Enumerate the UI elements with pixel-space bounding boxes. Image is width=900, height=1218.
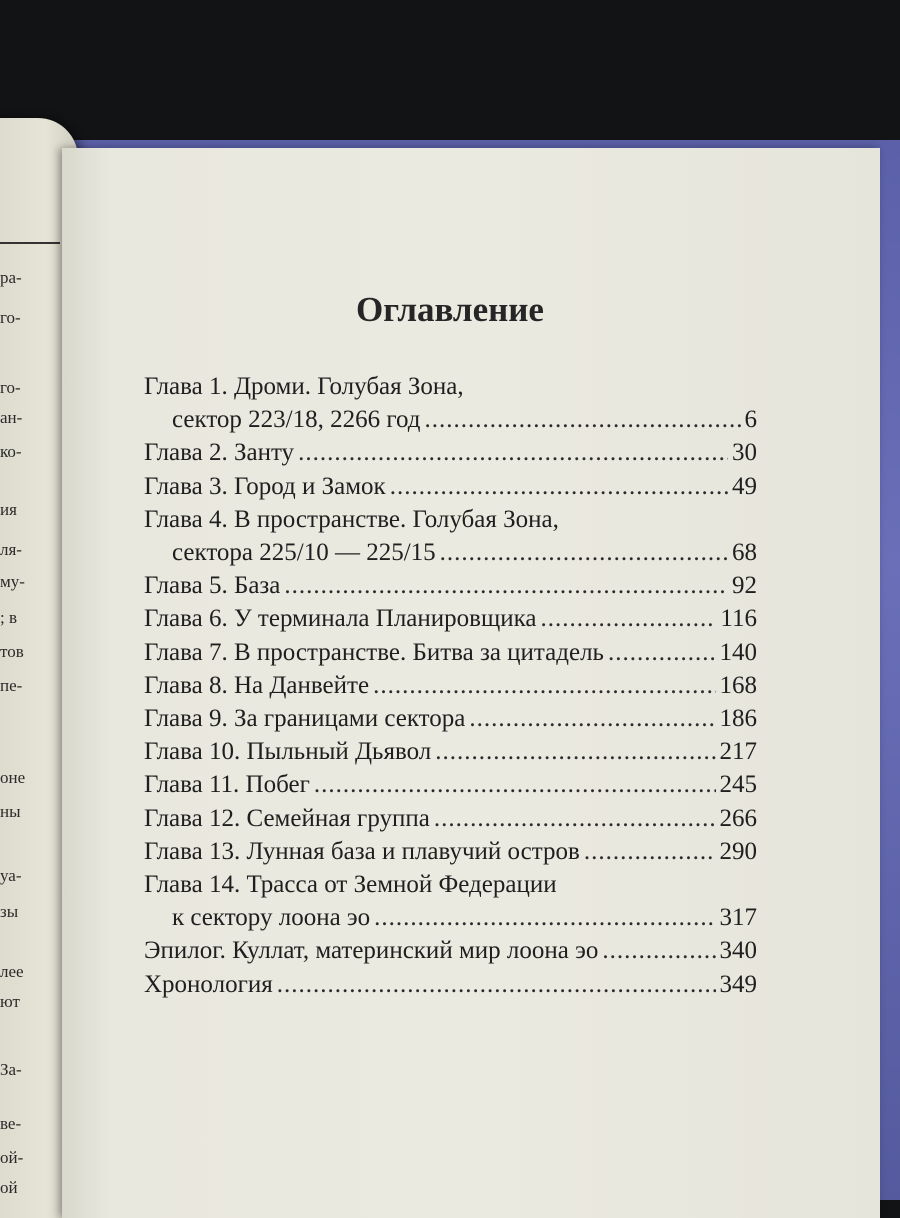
toc-entry — [144, 436, 757, 469]
left-page-fragment: ве- — [0, 1114, 22, 1133]
toc-entry-title: Эпилог. Куллат, материнский мир лоона эо — [144, 937, 599, 965]
left-page-fragment: ия — [0, 500, 17, 519]
toc-entry-title: сектора 225/10 — 225/15 — [172, 539, 436, 567]
dot-leader — [540, 602, 716, 635]
dot-leader — [314, 768, 716, 801]
left-page-fragment: ко- — [0, 442, 22, 461]
left-page-fragment: го- — [0, 378, 21, 397]
toc-page-number: 217 — [719, 738, 757, 766]
left-page-rule — [0, 242, 60, 244]
dot-leader — [298, 436, 728, 469]
left-page-fragment: ; в — [0, 608, 17, 627]
toc-page-number: 290 — [719, 837, 757, 865]
dot-leader — [602, 934, 715, 967]
left-page-fragment: ны — [0, 802, 21, 821]
toc-page-number: 186 — [719, 705, 757, 733]
toc-entry — [144, 636, 757, 669]
toc-page-number: 92 — [732, 572, 757, 600]
dot-leader — [374, 901, 715, 934]
toc-entry — [144, 702, 757, 735]
dot-leader — [435, 735, 715, 768]
toc-entry-title: Глава 6. У терминала Планировщика — [144, 605, 537, 633]
toc-entry-title: Глава 8. На Данвейте — [144, 671, 370, 699]
toc-entry — [144, 370, 757, 436]
toc-entry-title: Глава 12. Семейная группа — [144, 804, 430, 832]
left-page-fragment: пе- — [0, 676, 23, 695]
left-page-fragment: ой- — [0, 1148, 24, 1167]
toc-page-number: 266 — [719, 804, 757, 832]
left-page-fragment: ют — [0, 992, 20, 1011]
toc-entry-title: Глава 10. Пыльный Дьявол — [144, 738, 432, 766]
toc-entry-title: Глава 4. В пространстве. Голубая Зона, — [144, 505, 559, 533]
toc-entry-title: Глава 3. Город и Замок — [144, 472, 386, 500]
toc-entry-title: Глава 9. За границами сектора — [144, 705, 466, 733]
left-page-fragment: ля- — [0, 540, 22, 559]
toc-entry — [144, 669, 757, 702]
toc-entry-title: Глава 1. Дроми. Голубая Зона, — [144, 373, 464, 400]
left-page-fragment: ой — [0, 1178, 18, 1197]
toc-entry-title: к сектору лоона эо — [172, 904, 371, 932]
toc-page-number: 340 — [719, 937, 757, 965]
toc-entry — [144, 569, 757, 602]
left-page-fragment: оне — [0, 768, 26, 787]
left-page-fragment: За- — [0, 1060, 22, 1079]
toc-entry — [144, 503, 757, 569]
dot-leader — [284, 569, 728, 602]
dot-leader — [469, 702, 715, 735]
dot-leader — [608, 636, 716, 669]
toc-entry-title: Глава 2. Занту — [144, 439, 295, 467]
toc-entry — [144, 934, 757, 967]
left-page-fragment: лее — [0, 962, 24, 981]
left-page-fragment: го- — [0, 308, 21, 327]
left-page-fragment: уа- — [0, 866, 22, 885]
toc-page-number: 245 — [719, 771, 757, 799]
toc-entry-title: Хронология — [144, 970, 273, 998]
toc-page-number: 68 — [732, 539, 757, 567]
toc-page-number: 168 — [719, 671, 757, 699]
left-page-fragment: тов — [0, 642, 24, 661]
toc-page-number: 140 — [719, 638, 757, 666]
toc-entry — [144, 868, 757, 934]
toc-entry — [144, 802, 757, 835]
left-page-fragment: ан- — [0, 408, 23, 427]
dot-leader — [277, 968, 716, 1001]
toc-entry — [144, 835, 757, 868]
toc-entry — [144, 968, 757, 1001]
toc-page-number: 349 — [719, 970, 757, 998]
dot-leader — [440, 536, 728, 569]
dot-leader — [390, 470, 728, 503]
dot-leader — [584, 835, 716, 868]
left-page-fragment: му- — [0, 572, 25, 591]
toc-entry-title: сектор 223/18, 2266 год — [172, 406, 421, 434]
toc-page-number: 317 — [719, 904, 757, 932]
toc-page-number: 116 — [720, 605, 757, 633]
toc-entry — [144, 470, 757, 503]
dot-leader — [425, 403, 741, 436]
left-page-fragment: зы — [0, 902, 19, 921]
toc-entry — [144, 602, 757, 635]
toc-entry-title: Глава 5. База — [144, 572, 281, 600]
dot-leader — [434, 802, 716, 835]
toc-entry-title: Глава 13. Лунная база и плавучий остров — [144, 837, 580, 865]
toc-page-number: 30 — [732, 439, 757, 467]
left-page-fragment: ра- — [0, 268, 22, 287]
toc-entry-title: Глава 11. Побег — [144, 771, 310, 799]
table-of-contents — [144, 370, 757, 1001]
toc-entry-title: Глава 7. В пространстве. Битва за цитадель — [144, 638, 604, 666]
dot-leader — [373, 669, 715, 702]
toc-entry — [144, 768, 757, 801]
toc-page-number: 6 — [744, 406, 757, 434]
toc-entry — [144, 735, 757, 768]
toc-entry-title: Глава 14. Трасса от Земной Федерации — [144, 871, 557, 899]
page-title: Оглавление — [356, 290, 544, 329]
toc-page-number: 49 — [732, 472, 757, 500]
